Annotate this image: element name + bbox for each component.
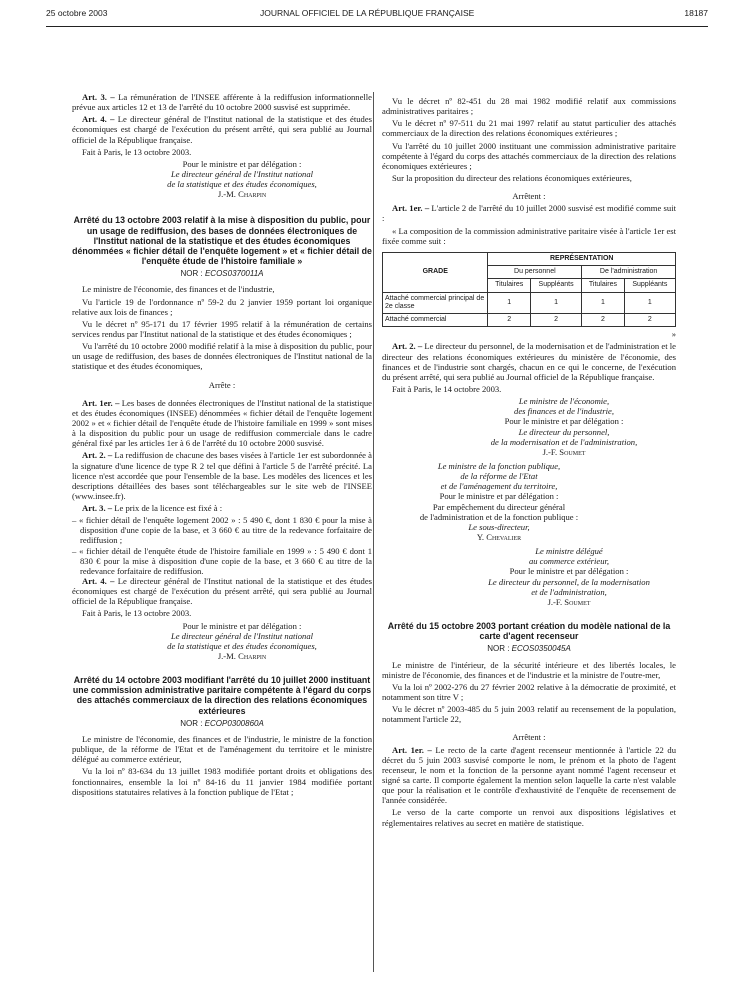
representation-header: REPRÉSENTATION [488, 252, 676, 265]
value-cell: 1 [624, 292, 675, 314]
signature-line: Pour le ministre et par délégation : [439, 491, 559, 502]
visa: Vu la loi nº 2002-276 du 27 février 2002 relative à la démocratie de proximité, et notamment son titre V ; [382, 681, 676, 703]
signature-line: Pour le ministre et par délégation : [182, 158, 302, 169]
signature-line: et de l'administration, [531, 586, 607, 597]
article-1: Art. 1er. – Les bases de données électroniques de l'Institut national de la statistique et des études économiques (INSEE) dénommées « fichier détail de l'enquête logement 2002 » et « fichier détail de l'enquête étude de l'histoire familiale en 1999 » sont mises à la disposition du public pour un usage de rediffusion commerciale dans le cadre général fixé par les articles 1er à 6 de l'arrêté du 10 octobre 2000 susvisé. [72, 397, 372, 449]
arrete-heading: Arrêtent : [512, 191, 546, 202]
fait-date: Fait à Paris, le 14 octobre 2003. [392, 384, 502, 395]
signature-line: Le ministre délégué [535, 546, 603, 557]
signature-block [382, 396, 676, 457]
visa: Vu le décret nº 82-451 du 28 mai 1982 modifié relatif aux commissions administratives paritaires ; [382, 96, 676, 117]
article-1: Art. 1er. – Le recto de la carte d'agent recenseur mentionnée à l'article 22 du décret du 5 juin 2003 susvisé comporte le nom, le prénom et la photo de l'agent recenseur, le nom et la fonction de la personne ayant nommé l'agent recenseur et signé sa carte. Il comporte également la mention selon laquelle la carte n'est valable que pour la réalisation et le contrôle d'exhaustivité de l'enquête de recensement de l'année considérée. [382, 744, 676, 806]
signature-line: Le directeur général de l'Institut national [170, 630, 314, 641]
article-4: Art. 4. – Le directeur général de l'Institut national de la statistique et des études économiques est chargé de l'exécution du présent arrêté, qui sera publié au Journal officiel de la République française. [72, 114, 373, 145]
list-item: – « fichier détail de l'enquête logement 2002 » : 5 490 €, dont 1 830 € pour la mise à disposition d'une copie de la base, et 3 660 € au titre de la redevance forfaitaire de rediffusion ; [72, 515, 372, 546]
signature-name: J.-F. Soumet [542, 446, 586, 457]
signature-name: J.-F. Soumet [547, 596, 591, 607]
visa: Vu l'arrêté du 10 octobre 2000 modifié relatif à la mise à disposition du public, pour un usage de rediffusion, des bases de données électroniques de l'Institut national de la statistique et des études économiques, [72, 341, 372, 372]
signature-line: Le ministre de la fonction publique, [437, 461, 561, 472]
visa: Vu le décret nº 97-511 du 21 mai 1997 relatif au statut particulier des attachés commerciaux de la direction des relations économiques extérieures ; [382, 118, 676, 139]
visa: Vu l'arrêté du 10 juillet 2000 instituant une commission administrative paritaire compétente à l'égard du corps des attachés commerciaux de la direction des relations économiques extérieures ; [382, 140, 676, 171]
signature-line: Le directeur du personnel, [518, 426, 610, 437]
article-3: Art. 3. – Le prix de la licence est fixé à : [82, 503, 223, 514]
table-row [383, 314, 676, 327]
visa: Vu l'article 19 de l'ordonnance nº 59-2 du 2 janvier 1959 portant loi organique relative aux lois de finances ; [72, 296, 372, 317]
signature-line: Le directeur général de l'Institut national [170, 168, 314, 179]
value-cell: 2 [582, 314, 624, 327]
value-cell: 1 [582, 292, 624, 314]
visa: Le ministre de l'intérieur, de la sécurité intérieure et des libertés locales, le ministre de l'économie, des finances et de l'industrie et la ministre de l'outre-mer, [382, 659, 676, 680]
grade-header: GRADE [383, 252, 488, 292]
list-item: – « fichier détail de l'enquête étude de l'histoire familiale en 1999 » : 5 490 € dont 1 830 € pour la mise à disposition d'une copie de la base, et 3 660 € au titre de la redevance forfaitaire de rediffusion. [72, 545, 372, 576]
visa: Vu le décret nº 95-171 du 17 février 1995 relatif à la rémunération de certains services rendus par l'Institut national de la statistique et des études économiques ; [72, 318, 372, 339]
value-cell: 1 [488, 292, 530, 314]
decree-title: Arrêté du 13 octobre 2003 relatif à la mise à disposition du public, pour un usage de rediffusion, des bases de données électroniques de l'Institut national de la statistique et des études économiques dénommées « fichier détail de l'enquête logement » et « fichier détail de l'enquête étude de l'histoire familiale » [72, 215, 372, 266]
article-3: Art. 3. – La rémunération de l'INSEE afférente à la rediffusion informationnelle prévue aux articles 12 et 13 de l'arrêté du 10 octobre 2000 susvisé est supprimée. [72, 92, 372, 113]
signature-block [382, 461, 676, 542]
signature-line: Le sous-directeur, [468, 521, 530, 532]
page-number: 18187 [684, 8, 708, 18]
fait-date: Fait à Paris, le 13 octobre 2003. [82, 146, 192, 157]
signature-line: Pour le ministre et par délégation : [509, 566, 629, 577]
nor-reference: NOR : ECOS0370011A [180, 268, 264, 278]
signature-line: Le directeur du personnel, de la modernisation [488, 576, 650, 587]
header-date: 25 octobre 2003 [46, 8, 108, 18]
signature-line: Pour le ministre et par délégation : [504, 416, 624, 427]
value-cell: 2 [530, 314, 581, 327]
grade-cell: Attaché commercial principal de 2e classe [383, 292, 488, 314]
visa: Sur la proposition du directeur des relations économiques extérieures, [392, 172, 632, 183]
signature-line: Par empêchement du directeur général [432, 501, 566, 512]
table-row [383, 292, 676, 314]
arrete-heading: Arrête : [208, 379, 236, 390]
article-1: Art. 1er. – L'article 2 de l'arrêté du 10 juillet 2000 susvisé est modifié comme suit : [382, 203, 676, 224]
signature-line: au commerce extérieur, [528, 556, 610, 567]
arrete-heading: Arrêtent : [512, 732, 546, 743]
titulaires-header: Titulaires [582, 279, 624, 292]
value-cell: 2 [624, 314, 675, 327]
personnel-header: Du personnel [488, 266, 582, 279]
signature-line: de la statistique et des études économiques, [167, 179, 317, 190]
grade-cell: Attaché commercial [383, 314, 488, 327]
paragraph: Le verso de la carte comporte un renvoi aux dispositions législatives et réglementaires relatives au secret en matière de statistique. [382, 807, 676, 828]
article-2: Art. 2. – La rediffusion de chacune des bases visées à l'article 1er est subordonnée à la signature d'une licence de type R 2 tel que défini à l'article 5 de l'arrêté précité. La licence n'est accordée que pour l'ensemble de la base. Les modèles des licences et les descriptions détaillées des bases sont téléchargeables sur le site web de l'INSEE (www.insee.fr). [72, 450, 372, 501]
signature-line: de la statistique et des études économiques, [167, 640, 317, 651]
article-4: Art. 4. – Le directeur général de l'Institut national de la statistique et des études économiques est chargé de l'exécution du présent arrêté, qui sera publié au Journal officiel de la République française. [72, 576, 373, 607]
signature-line: des finances et de l'industrie, [514, 406, 614, 417]
right-column [382, 96, 676, 830]
header-rule [46, 26, 708, 27]
table-close-quote: » [671, 329, 676, 340]
value-cell: 2 [488, 314, 530, 327]
suppleants-header: Suppléants [624, 279, 675, 292]
visa: Vu le décret nº 2003-485 du 5 juin 2003 relatif au recensement de la population, notamment l'article 22, [382, 704, 676, 725]
article-1-quote: « La composition de la commission administrative paritaire visée à l'article 1er est fixée comme suit : [382, 225, 676, 246]
page-header [46, 8, 708, 24]
admin-header: De l'administration [582, 266, 676, 279]
suppleants-header: Suppléants [530, 279, 581, 292]
journal-title: JOURNAL OFFICIEL DE LA RÉPUBLIQUE FRANÇAISE [260, 8, 475, 18]
signature-name: J.-M. Charpin [217, 189, 267, 200]
column-divider [373, 92, 374, 972]
value-cell: 1 [530, 292, 581, 314]
article-2: Art. 2. – Le directeur du personnel, de la modernisation et de l'administration et le directeur des relations économiques extérieures du ministère de l'économie, des finances et de l'industrie sont chargés, chacun en ce qui le concerne, de l'exécution du présent arrêté, qui sera publié au Journal officiel de la République française. [382, 341, 676, 382]
signature-name: J.-M. Charpin [217, 651, 267, 662]
visa: Le ministre de l'économie, des finances et de l'industrie, [82, 284, 275, 295]
representation-table [382, 252, 676, 328]
signature-line: de la réforme de l'Etat [460, 471, 538, 482]
signature-name: Y. Chevalier [476, 532, 522, 542]
signature-line: et de l'aménagement du territoire, [440, 481, 558, 492]
signature-line: Le ministre de l'économie, [518, 396, 610, 407]
left-column [72, 92, 372, 799]
nor-reference: NOR : ECOS0350045A [487, 644, 571, 654]
decree-title: Arrêté du 15 octobre 2003 portant création du modèle national de la carte d'agent recenseur [387, 620, 671, 642]
signature-line: de l'administration et de la fonction publique : [419, 511, 579, 522]
signature-block [382, 546, 676, 607]
fait-date: Fait à Paris, le 13 octobre 2003. [82, 608, 192, 619]
decree-title: Arrêté du 14 octobre 2003 modifiant l'arrêté du 10 juillet 2000 instituant une commission administrative paritaire compétente à l'égard du corps des attachés commerciaux de la direction des relations économiques extérieures [72, 675, 372, 716]
titulaires-header: Titulaires [488, 279, 530, 292]
nor-reference: NOR : ECOP0300860A [180, 718, 264, 728]
price-list [72, 515, 372, 576]
signature-line: de la modernisation et de l'administration, [490, 436, 638, 447]
signature-line: Pour le ministre et par délégation : [182, 620, 302, 631]
visa: Vu la loi nº 83-634 du 13 juillet 1983 modifiée portant droits et obligations des fonctionnaires, ensemble la loi nº 84-16 du 11 janvier 1984 modifiée portant dispositions statutaires relatives à la fonction publique de l'Etat ; [72, 766, 372, 797]
visa: Le ministre de l'économie, des finances et de l'industrie, le ministre de la fonction publique, de la réforme de l'Etat et de l'aménagement du territoire et le ministre délégué au commerce extérieur, [72, 734, 372, 765]
